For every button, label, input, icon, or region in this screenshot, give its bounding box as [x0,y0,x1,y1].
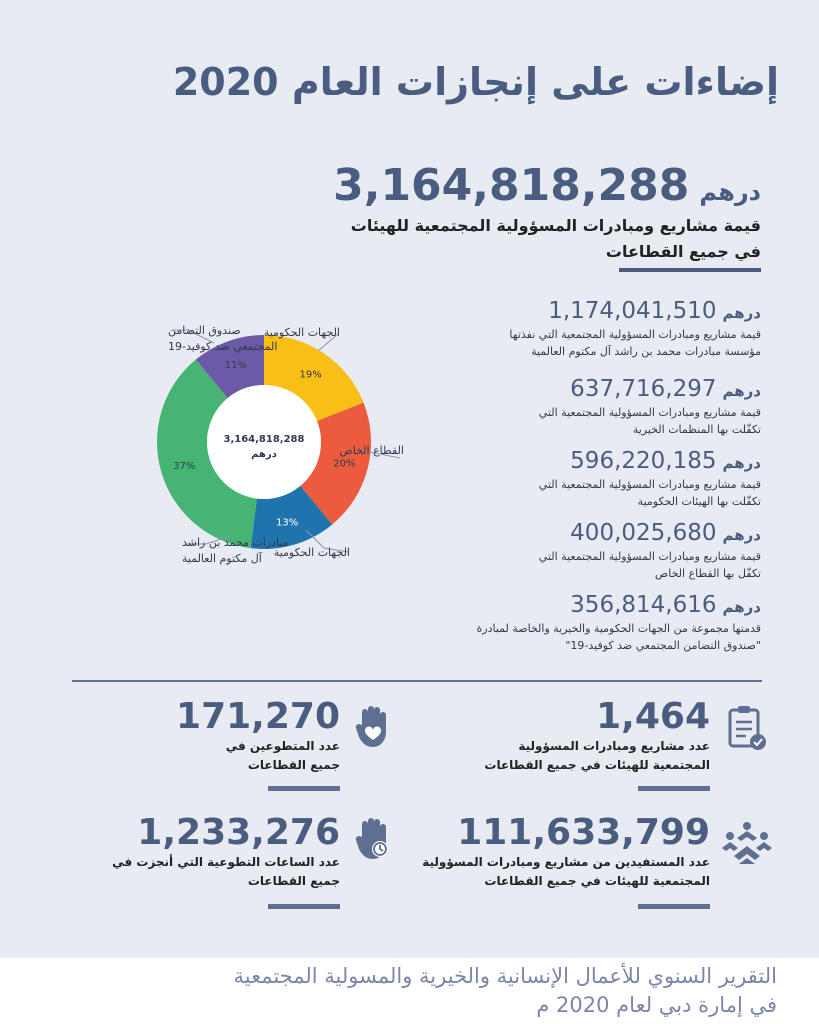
kpi-projects [370,696,710,775]
kpi-underline [268,786,340,791]
slice-label-private: القطاع الخاص [339,444,404,457]
hand-heart-icon [352,704,394,750]
kpi-desc-line1: عدد المستفيدين من مشاريع ومبادرات المسؤولية [422,855,710,869]
people-arrows-icon [720,820,774,866]
stat-unit: درهم [722,598,761,616]
kpi-desc-line2: جميع القطاعات [247,758,340,772]
stat-item-government [441,448,761,510]
stat-number: 596,220,185 [570,448,717,474]
footer-line2: في إمارة دبي لعام 2020 م [536,993,777,1017]
kpi-underline [268,904,340,909]
stat-desc-line2: "صندوق التضامن المجتمعي ضد كوفيد-19" [565,639,761,652]
clipboard-check-icon [722,704,770,752]
stat-desc-line2: تكفّلت بها الهيئات الحكومية [637,495,761,508]
kpi-desc-line1: عدد المتطوعين في [225,739,340,753]
kpi-underline [638,786,710,791]
kpi-beneficiaries [350,812,710,891]
stat-unit: درهم [722,526,761,544]
pct-label-1: 20% [333,458,356,470]
slice-label-mbrgi-line2: آل مكتوم العالمية [182,552,262,565]
kpi-desc-line2: المجتمعية للهيئات في جميع القطاعات [484,874,710,888]
kpi-number: 171,270 [176,696,340,737]
footer-line1: التقرير السنوي للأعمال الإنسانية والخيرية والمسولية المجتمعية [233,964,777,988]
total-value-line [201,160,761,211]
kpi-underline [638,904,710,909]
section-divider [72,680,762,682]
stat-item-mbrgi [441,298,761,360]
pct-label-0: 19% [299,369,322,381]
stat-desc-line1: قيمة مشاريع ومبادرات المسؤولية المجتمعية التي [538,406,761,419]
stat-item-private [441,520,761,582]
stat-unit: درهم [722,304,761,322]
donut-chart [0,300,480,630]
stat-unit: درهم [722,454,761,472]
total-desc-line1: قيمة مشاريع ومبادرات المسؤولية المجتمعية للهيئات [350,216,761,235]
stat-desc-line2: مؤسسة مبادرات محمد بن راشد آل مكتوم العالمية [531,345,761,358]
total-unit: درهم [699,178,761,206]
kpi-number: 1,233,276 [137,812,340,853]
kpi-volunteers [40,696,340,775]
slice-label-government-2: الجهات الحكومية [273,546,350,559]
total-desc-line2: في جميع القطاعات [605,242,761,261]
stat-desc-line1: قيمة مشاريع ومبادرات المسؤولية المجتمعية التي [538,478,761,491]
stat-desc-line2: تكفّلت بها المنظمات الخيرية [632,423,761,436]
total-underline [619,268,761,272]
stat-item-charities [441,376,761,438]
stat-item-covid-fund [441,592,761,654]
stat-number: 356,814,616 [570,592,717,618]
total-description [201,213,761,265]
kpi-hours [20,812,340,891]
stat-desc-line2: تكفّل بها القطاع الخاص [654,567,761,580]
stat-number: 637,716,297 [570,376,717,402]
total-value-block [201,160,761,265]
kpi-desc-line2: جميع القطاعات [247,874,340,888]
stat-number: 400,025,680 [570,520,717,546]
footer-text [77,962,777,1020]
stat-desc-line1: قيمة مشاريع ومبادرات المسؤولية المجتمعية التي [538,550,761,563]
total-number: 3,164,818,288 [333,160,690,211]
chart-center-number: 3,164,818,288 [223,434,305,445]
slice-label-mbrgi-line1: مبادرات محمد بن راشد [182,536,289,549]
slice-label-government: الجهات الحكومية [263,326,340,339]
kpi-desc-line1: عدد مشاريع ومبادرات المسؤولية [518,739,710,753]
chart-center-unit: درهم [251,449,277,460]
stat-desc-line1: قدمتها مجموعة من الجهات الحكومية والخيرية والخاصة لمبادرة [476,622,761,635]
kpi-number: 111,633,799 [457,812,710,853]
stat-desc-line1: قيمة مشاريع ومبادرات المسؤولية المجتمعية التي نفذتها [509,328,761,341]
stat-unit: درهم [722,382,761,400]
footer [0,958,819,1024]
slice-label-covid-line2: المجتمعي ضد كوفيد-19 [168,340,278,353]
pct-label-3: 37% [173,461,196,473]
kpi-desc-line1: عدد الساعات التطوعية التي أنجزت في [112,855,340,869]
stat-number: 1,174,041,510 [548,298,717,324]
kpi-number: 1,464 [596,696,710,737]
hand-clock-icon [352,816,394,862]
page-title: إضاءات على إنجازات العام 2020 [172,60,779,104]
pct-label-2: 13% [276,517,299,529]
kpi-desc-line2: المجتمعية للهيئات في جميع القطاعات [484,758,710,772]
slice-label-covid-line1: صندوق التضامن [168,324,241,337]
pct-label-4: 11% [224,359,248,371]
